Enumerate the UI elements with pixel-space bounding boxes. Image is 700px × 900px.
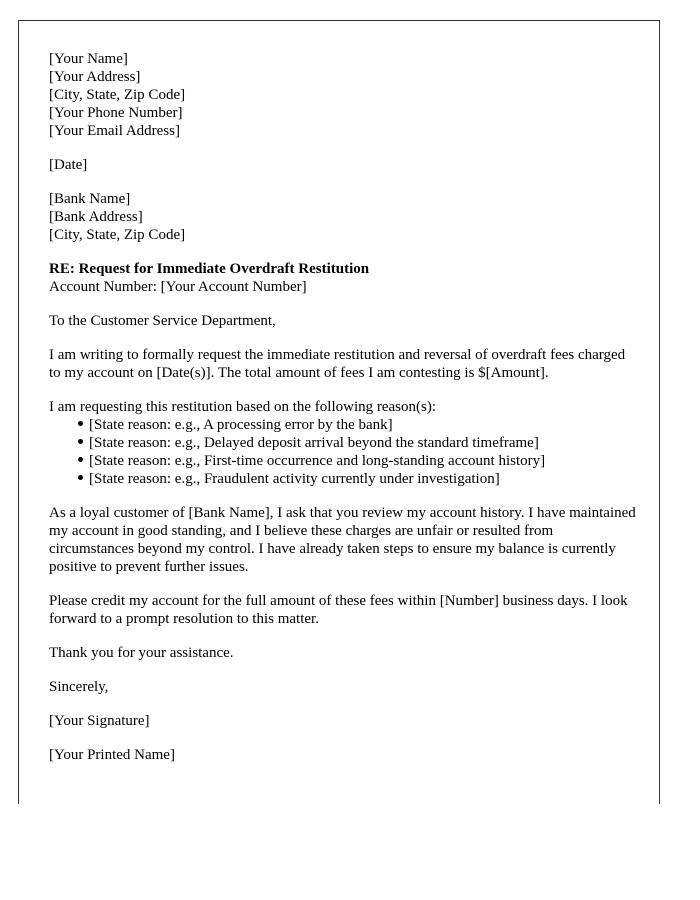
paragraph-reasons-intro: I am requesting this restitution based on the following reason(s): bbox=[49, 399, 437, 415]
reason-text: [State reason: e.g., A processing error by the bank] bbox=[89, 417, 393, 433]
paragraph-request: I am writing to formally request the immediate restitution and reversal of overdraft fees charged to my account on [Date(s)]. The total amount of fees I am contesting is $[Amount]. bbox=[49, 347, 626, 381]
sender-address: [Your Address] bbox=[49, 69, 141, 85]
reasons-list bbox=[49, 416, 639, 488]
salutation: To the Customer Service Department, bbox=[49, 313, 276, 329]
reason-text: [State reason: e.g., Fraudulent activity currently under investigation] bbox=[89, 471, 500, 487]
paragraph-loyal-customer: As a loyal customer of [Bank Name], I ask that you review my account history. I have maintained my account in good standing, and I believe these charges are unfair or resulted from circumstances beyond my control. I have already taken steps to ensure my balance is currently positive to prevent further issues. bbox=[49, 505, 636, 575]
list-item bbox=[89, 416, 639, 434]
reason-text: [State reason: e.g., Delayed deposit arrival beyond the standard timeframe] bbox=[89, 435, 539, 451]
reason-text: [State reason: e.g., First-time occurrence and long-standing account history] bbox=[89, 453, 546, 469]
paragraph-credit-request: Please credit my account for the full amount of these fees within [Number] business days. I look forward to a prompt resolution to this matter. bbox=[49, 593, 628, 627]
bullet-icon bbox=[75, 470, 85, 488]
letter-date: [Date] bbox=[49, 157, 88, 173]
recipient-block bbox=[49, 190, 639, 244]
bullet-icon bbox=[75, 452, 85, 470]
list-item bbox=[89, 434, 639, 452]
sender-name: [Your Name] bbox=[49, 51, 128, 67]
bullet-icon bbox=[75, 416, 85, 434]
list-item bbox=[89, 470, 639, 488]
sender-block bbox=[49, 50, 639, 140]
recipient-bank-address: [Bank Address] bbox=[49, 209, 143, 225]
subject-line: RE: Request for Immediate Overdraft Restitution bbox=[49, 261, 370, 277]
sender-email: [Your Email Address] bbox=[49, 123, 180, 139]
list-item bbox=[89, 452, 639, 470]
sender-phone: [Your Phone Number] bbox=[49, 105, 183, 121]
sender-city-state-zip: [City, State, Zip Code] bbox=[49, 87, 186, 103]
subject-block bbox=[49, 260, 639, 296]
letter-content bbox=[49, 50, 639, 764]
account-number-line: Account Number: [Your Account Number] bbox=[49, 279, 307, 295]
printed-name-line: [Your Printed Name] bbox=[49, 747, 175, 763]
recipient-city-state-zip: [City, State, Zip Code] bbox=[49, 227, 186, 243]
signature-line: [Your Signature] bbox=[49, 713, 150, 729]
closing-line: Sincerely, bbox=[49, 679, 109, 695]
letter-page bbox=[18, 20, 660, 804]
thanks-line: Thank you for your assistance. bbox=[49, 645, 234, 661]
bullet-icon bbox=[75, 434, 85, 452]
recipient-bank-name: [Bank Name] bbox=[49, 191, 131, 207]
